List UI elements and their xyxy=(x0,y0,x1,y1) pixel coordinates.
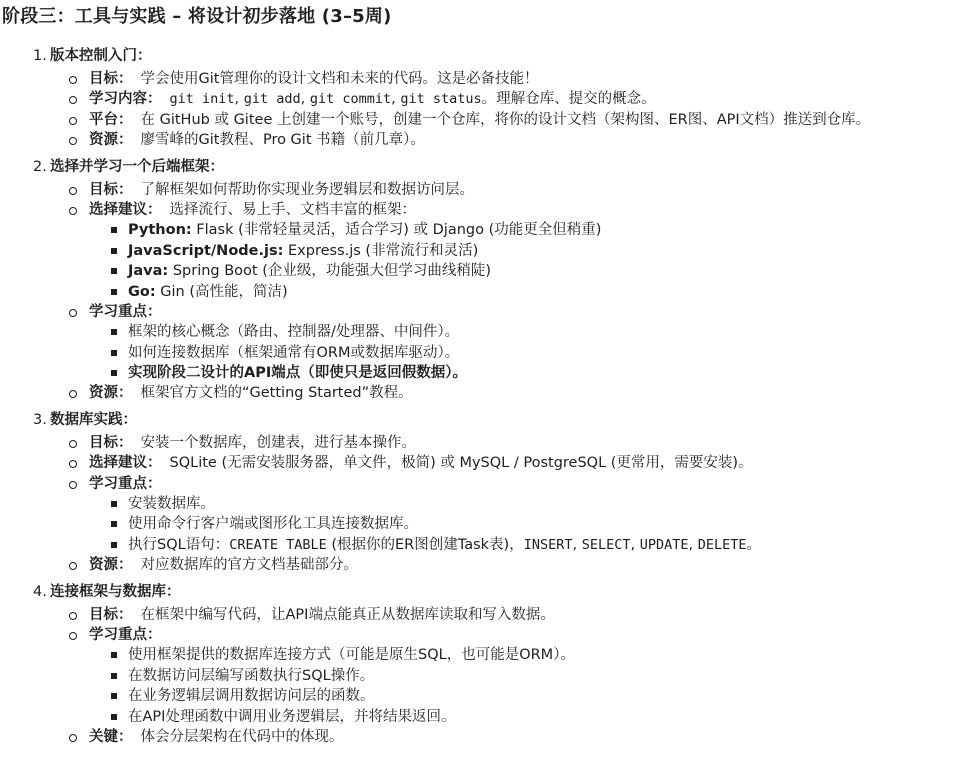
item-label: 资源： xyxy=(89,385,133,402)
focus-point xyxy=(128,494,959,514)
focus-point xyxy=(128,535,959,555)
point-text: 如何连接数据库（框架通常有ORM或数据库驱动）。 xyxy=(128,344,460,361)
step-number: 3. xyxy=(33,411,47,428)
item-label: 资源： xyxy=(89,557,133,574)
step-heading: 选择并学习一个后端框架： xyxy=(50,158,224,175)
point-text: 实现阶段二设计的API端点（即使只是返回假数据）。 xyxy=(128,365,467,382)
list-item xyxy=(89,555,959,575)
step-number: 1. xyxy=(33,48,47,64)
list-item xyxy=(89,474,959,556)
square-bullet-icon xyxy=(111,693,117,699)
square-bullet-icon xyxy=(111,227,117,233)
point-text: 在业务逻辑层调用数据访问层的函数。 xyxy=(128,688,375,705)
list-item xyxy=(89,453,959,473)
item-text: 在框架中编写代码，让API端点能真正从数据库读取和写入数据。 xyxy=(140,606,555,623)
list-item xyxy=(89,89,959,109)
inline-code: SELECT xyxy=(581,536,631,553)
square-bullet-icon xyxy=(111,501,117,507)
framework-options xyxy=(89,220,959,302)
item-label: 目标： xyxy=(89,606,133,623)
inline-code: CREATE TABLE xyxy=(229,536,327,553)
list-item xyxy=(89,383,959,403)
list-item xyxy=(89,69,959,89)
point-text: 使用命令行客户端或图形化工具连接数据库。 xyxy=(128,516,418,533)
circle-bullet-icon xyxy=(69,734,77,742)
list-item xyxy=(89,605,959,625)
item-text: SQLite (无需安装服务器，单文件，极简) 或 MySQL / PostgreSQL (更常用，需要安装)。 xyxy=(169,455,753,472)
circle-bullet-icon xyxy=(69,612,77,620)
square-bullet-icon xyxy=(111,350,117,356)
focus-point xyxy=(128,363,959,383)
circle-bullet-icon xyxy=(69,137,77,145)
item-label: 学习内容： xyxy=(89,91,162,108)
item-text: 安装一个数据库，创建表，进行基本操作。 xyxy=(140,434,416,451)
circle-bullet-icon xyxy=(69,117,77,125)
item-text: 了解框架如何帮助你实现业务逻辑层和数据访问层。 xyxy=(140,181,474,198)
step-heading: 版本控制入门： xyxy=(50,48,152,64)
square-bullet-icon xyxy=(111,714,117,720)
list-item xyxy=(89,433,959,453)
focus-point xyxy=(128,343,959,363)
step-details xyxy=(50,69,959,151)
option-text: Flask (非常轻量灵活，适合学习) 或 Django (功能更全但稍重) xyxy=(191,222,602,239)
item-text: 框架官方文档的“Getting Started”教程。 xyxy=(140,385,413,402)
point-text: 安装数据库。 xyxy=(128,496,215,513)
point-text: 框架的核心概念（路由、控制器/处理器、中间件）。 xyxy=(128,324,460,341)
item-text: 对应数据库的官方文档基础部分。 xyxy=(140,557,358,574)
circle-bullet-icon xyxy=(69,440,77,448)
steps-list xyxy=(2,45,959,747)
list-item xyxy=(89,180,959,200)
circle-bullet-icon xyxy=(69,481,77,489)
framework-option xyxy=(128,241,959,261)
circle-bullet-icon xyxy=(69,562,77,570)
point-text: 使用框架提供的数据库连接方式（可能是原生SQL，也可能是ORM）。 xyxy=(128,647,575,664)
option-text: Express.js (非常流行和灵活) xyxy=(283,242,479,259)
separator: , xyxy=(572,536,582,553)
item-label: 学习重点： xyxy=(89,626,162,643)
option-name: Java: xyxy=(128,263,169,280)
list-item xyxy=(89,110,959,130)
item-text: 选择流行、易上手、文档丰富的框架： xyxy=(169,201,416,218)
circle-bullet-icon xyxy=(69,460,77,468)
focus-points xyxy=(89,645,959,727)
step-connect-framework-db xyxy=(33,581,959,748)
item-label: 关键： xyxy=(89,728,133,745)
item-label: 选择建议： xyxy=(89,455,162,472)
step-number: 4. xyxy=(33,583,47,600)
step-details xyxy=(50,605,959,748)
circle-bullet-icon xyxy=(69,309,77,317)
focus-point xyxy=(128,645,959,665)
focus-point xyxy=(128,514,959,534)
square-bullet-icon xyxy=(111,248,117,254)
square-bullet-icon xyxy=(111,542,117,548)
square-bullet-icon xyxy=(111,329,117,335)
item-text: 廖雪峰的Git教程、Pro Git 书籍（前几章）。 xyxy=(140,132,425,149)
item-label: 选择建议： xyxy=(89,201,162,218)
separator: , xyxy=(630,536,640,553)
step-heading: 连接框架与数据库： xyxy=(50,583,181,600)
option-name: Go: xyxy=(128,283,156,300)
focus-point xyxy=(128,686,959,706)
step-details xyxy=(50,180,959,404)
square-bullet-icon xyxy=(111,521,117,527)
item-text: 在 GitHub 或 Gitee 上创建一个账号，创建一个仓库，将你的设计文档（架构图、ER图、API文档）推送到仓库。 xyxy=(140,111,871,128)
circle-bullet-icon xyxy=(69,96,77,104)
circle-bullet-icon xyxy=(69,76,77,84)
framework-option xyxy=(128,220,959,240)
inline-code: git commit xyxy=(309,91,392,108)
inline-code: git init xyxy=(169,91,235,108)
item-label: 资源： xyxy=(89,132,133,149)
item-label: 目标： xyxy=(89,181,133,198)
focus-points xyxy=(89,494,959,555)
list-item xyxy=(89,727,959,747)
item-label: 目标： xyxy=(89,71,133,87)
point-text: (根据你的ER图创建Task表)， xyxy=(326,536,524,553)
framework-option xyxy=(128,282,959,302)
option-name: Python: xyxy=(128,222,192,239)
circle-bullet-icon xyxy=(69,187,77,195)
item-text: 。理解仓库、提交的概念。 xyxy=(481,91,656,108)
point-text: 。 xyxy=(746,536,761,553)
option-name: JavaScript/Node.js: xyxy=(128,242,284,259)
step-heading: 数据库实践： xyxy=(50,411,137,428)
list-item xyxy=(89,130,959,150)
separator: , xyxy=(300,91,310,108)
circle-bullet-icon xyxy=(69,390,77,398)
point-text: 执行SQL语句： xyxy=(128,536,230,553)
separator: , xyxy=(688,536,698,553)
separator: , xyxy=(391,91,401,108)
step-number: 2. xyxy=(33,158,47,175)
inline-code: INSERT xyxy=(523,536,573,553)
inline-code: git status xyxy=(400,91,482,108)
step-database-practice xyxy=(33,409,959,576)
inline-code: git add xyxy=(243,91,301,108)
option-text: Spring Boot (企业级，功能强大但学习曲线稍陡) xyxy=(168,263,492,280)
point-text: 在API处理函数中调用业务逻辑层，并将结果返回。 xyxy=(128,708,456,725)
framework-option xyxy=(128,261,959,281)
square-bullet-icon xyxy=(111,370,117,376)
focus-point xyxy=(128,322,959,342)
item-text: 学会使用Git管理你的设计文档和未来的代码。这是必备技能！ xyxy=(140,71,539,87)
square-bullet-icon xyxy=(111,268,117,274)
focus-points xyxy=(89,322,959,383)
focus-point xyxy=(128,666,959,686)
circle-bullet-icon xyxy=(69,207,77,215)
section-title: 阶段三：工具与实践 – 将设计初步落地 (3–5周) xyxy=(2,6,392,27)
step-version-control xyxy=(33,45,959,151)
separator: , xyxy=(234,91,244,108)
point-text: 在数据访问层编写函数执行SQL操作。 xyxy=(128,667,375,684)
circle-bullet-icon xyxy=(69,632,77,640)
step-backend-framework xyxy=(33,156,959,404)
item-label: 平台： xyxy=(89,111,133,128)
square-bullet-icon xyxy=(111,652,117,658)
inline-code: UPDATE xyxy=(639,536,689,553)
item-text: 体会分层架构在代码中的体现。 xyxy=(140,728,344,745)
item-label: 目标： xyxy=(89,434,133,451)
list-item xyxy=(89,200,959,302)
list-item xyxy=(89,302,959,384)
list-item xyxy=(89,625,959,727)
square-bullet-icon xyxy=(111,289,117,295)
square-bullet-icon xyxy=(111,673,117,679)
step-details xyxy=(50,433,959,576)
inline-code: DELETE xyxy=(697,536,747,553)
focus-point xyxy=(128,707,959,727)
item-label: 学习重点： xyxy=(89,475,162,492)
item-label: 学习重点： xyxy=(89,303,162,320)
option-text: Gin (高性能，简洁) xyxy=(155,283,288,300)
